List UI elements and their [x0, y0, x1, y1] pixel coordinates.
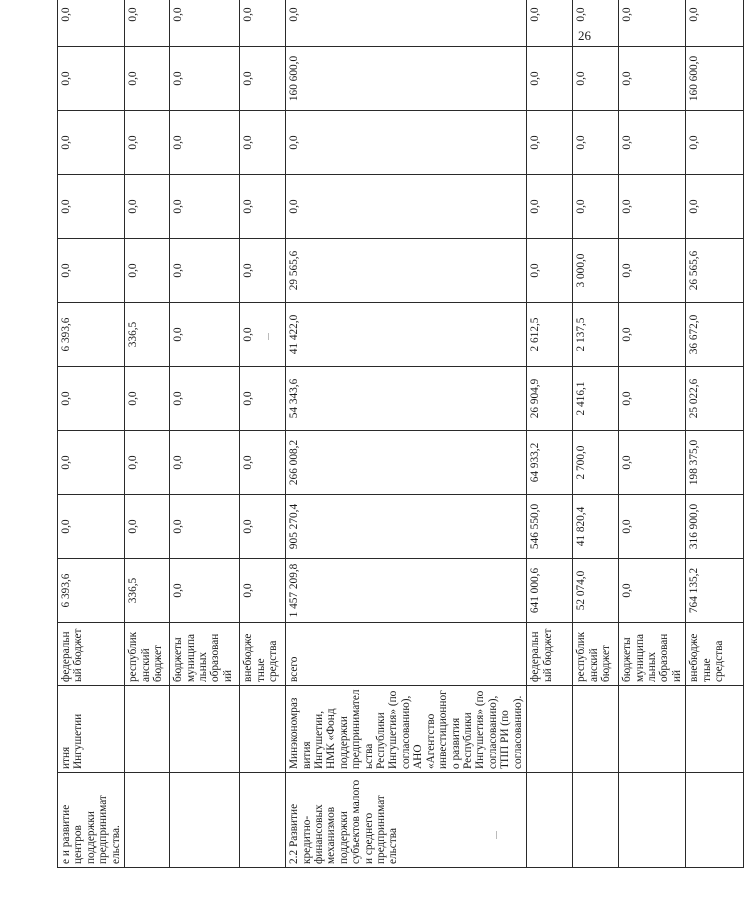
value-cell: 0,0	[686, 175, 744, 239]
executor-cell: итня Ингушетии	[58, 686, 125, 773]
value-cell: 0,0	[170, 111, 240, 175]
rotated-table-wrapper	[57, 7, 726, 868]
value-cell: 0,0	[170, 0, 240, 47]
value-cell: 0,0	[240, 111, 286, 175]
value-cell: 0,0	[240, 0, 286, 47]
value-cell: 0,0	[686, 111, 744, 175]
value-cell: 0,0	[125, 367, 170, 431]
value-cell: 546 550,0	[527, 495, 573, 559]
value-cell: 0,0	[58, 175, 125, 239]
value-cell: 52 074,0	[573, 559, 619, 623]
value-cell: 0,0	[619, 559, 686, 623]
value-cell: 0,0	[286, 175, 527, 239]
value-cell: 0,0	[286, 0, 527, 47]
activity-cell	[573, 773, 619, 868]
funding-source-cell: всего	[286, 623, 527, 686]
value-cell: 0,0	[240, 303, 286, 367]
value-cell: 0,0	[170, 239, 240, 303]
value-cell: 0,0	[527, 0, 573, 47]
value-cell: 764 135,2	[686, 559, 744, 623]
value-cell: 0,0	[240, 495, 286, 559]
funding-source-cell: федеральн ый бюджет	[527, 623, 573, 686]
value-cell: 0,0	[170, 559, 240, 623]
value-cell: 0,0	[686, 0, 744, 47]
value-cell: 905 270,4	[286, 495, 527, 559]
table-row	[58, 0, 125, 868]
value-cell: 0,0	[125, 239, 170, 303]
activity-cell	[619, 773, 686, 868]
value-cell: 2 612,5	[527, 303, 573, 367]
value-cell: 0,0	[573, 47, 619, 111]
value-cell: 1 457 209,8	[286, 559, 527, 623]
funding-source-cell: республик анский бюджет	[573, 623, 619, 686]
value-cell: 0,0	[240, 175, 286, 239]
table-row	[619, 0, 686, 868]
value-cell: 0,0	[58, 47, 125, 111]
value-cell: 0,0	[125, 0, 170, 47]
value-cell: 0,0	[619, 175, 686, 239]
value-cell: 0,0	[170, 367, 240, 431]
value-cell: 0,0	[125, 495, 170, 559]
value-cell: 0,0	[619, 495, 686, 559]
value-cell: 0,0	[170, 47, 240, 111]
activity-cell	[240, 773, 286, 868]
funding-source-cell: внебюдже тные средства	[686, 623, 744, 686]
value-cell: 0,0	[527, 239, 573, 303]
value-cell: 0,0	[170, 495, 240, 559]
value-cell: 54 343,6	[286, 367, 527, 431]
activity-cell	[125, 773, 170, 868]
funding-source-cell: республик анский бюджет	[125, 623, 170, 686]
value-cell: 0,0	[619, 431, 686, 495]
table-row	[286, 0, 527, 868]
value-cell: 3 000,0	[573, 239, 619, 303]
value-cell: 0,0	[619, 239, 686, 303]
funding-source-cell: бюджеты муниципа льных образован ий	[619, 623, 686, 686]
value-cell: 0,0	[240, 367, 286, 431]
executor-cell	[125, 686, 170, 773]
table-row	[527, 0, 573, 868]
activity-cell: 2.2 Развитие кредитно- финансовых механизмов поддержки субъектов малого и среднего предпринимат ельства	[286, 773, 527, 868]
executor-cell	[170, 686, 240, 773]
funding-source-cell: федеральн ый бюджет	[58, 623, 125, 686]
value-cell: 0,0	[240, 239, 286, 303]
activity-cell	[527, 773, 573, 868]
value-cell: 316 900,0	[686, 495, 744, 559]
value-cell: 6 393,6	[58, 303, 125, 367]
value-cell: 0,0	[170, 431, 240, 495]
value-cell: 160 600,0	[286, 47, 527, 111]
value-cell: 0,0	[619, 303, 686, 367]
value-cell: 0,0	[619, 111, 686, 175]
value-cell: 0,0	[573, 111, 619, 175]
value-cell: 0,0	[58, 111, 125, 175]
value-cell: 0,0	[527, 47, 573, 111]
page-number: 26	[578, 28, 591, 43]
funding-source-cell: бюджеты муниципа льных образован ий	[170, 623, 240, 686]
activity-cell	[170, 773, 240, 868]
funding-source-cell: внебюдже тные средства	[240, 623, 286, 686]
activity-cell: е и развитие центров поддержки предпринимат ельства.	[58, 773, 125, 868]
value-cell: 41 820,4	[573, 495, 619, 559]
table-row	[125, 0, 170, 868]
value-cell: 0,0	[125, 47, 170, 111]
value-cell: 0,0	[286, 111, 527, 175]
value-cell: 0,0	[240, 47, 286, 111]
executor-cell	[527, 686, 573, 773]
executor-cell: Минэкономраз вития Ингушетии, НМК «Фонд поддержки предпринимател ьства Республики Ингушетия» (по согласованию), АНО «Агентство инвестиционног о развития Республики Ингушетия» (по согласованию), ТПП РИ (по согласованию).	[286, 686, 527, 773]
value-cell: 2 700,0	[573, 431, 619, 495]
value-cell: 336,5	[125, 559, 170, 623]
value-cell: 0,0	[170, 303, 240, 367]
value-cell: 6 393,6	[58, 559, 125, 623]
value-cell: 0,0	[58, 367, 125, 431]
value-cell: 641 000,6	[527, 559, 573, 623]
value-cell: 26 565,6	[686, 239, 744, 303]
executor-cell	[573, 686, 619, 773]
table-row	[240, 0, 286, 868]
value-cell: 41 422,0	[286, 303, 527, 367]
value-cell: 0,0	[240, 559, 286, 623]
value-cell: 0,0	[125, 431, 170, 495]
value-cell: 0,0	[240, 431, 286, 495]
value-cell: 0,0	[619, 367, 686, 431]
executor-cell	[686, 686, 744, 773]
value-cell: 36 672,0	[686, 303, 744, 367]
value-cell: 0,0	[58, 239, 125, 303]
value-cell: 0,0	[170, 175, 240, 239]
value-cell: 0,0	[619, 47, 686, 111]
value-cell: 2 137,5	[573, 303, 619, 367]
value-cell: 198 375,0	[686, 431, 744, 495]
value-cell: 2 416,1	[573, 367, 619, 431]
value-cell: 0,0	[125, 175, 170, 239]
value-cell: 0,0	[573, 175, 619, 239]
value-cell: 0,0	[58, 495, 125, 559]
value-cell: 0,0	[573, 0, 619, 47]
value-cell: 0,0	[58, 0, 125, 47]
executor-cell	[240, 686, 286, 773]
financing-table	[57, 0, 744, 868]
value-cell: 26 904,9	[527, 367, 573, 431]
value-cell: 266 008,2	[286, 431, 527, 495]
value-cell: 25 022,6	[686, 367, 744, 431]
value-cell: 0,0	[125, 111, 170, 175]
table-row	[573, 0, 619, 868]
value-cell: 64 933,2	[527, 431, 573, 495]
executor-cell	[619, 686, 686, 773]
activity-cell	[686, 773, 744, 868]
table-row	[686, 0, 744, 868]
value-cell: 0,0	[527, 175, 573, 239]
value-cell: 29 565,6	[286, 239, 527, 303]
value-cell: 160 600,0	[686, 47, 744, 111]
value-cell: 336,5	[125, 303, 170, 367]
value-cell: 0,0	[619, 0, 686, 47]
value-cell: 0,0	[527, 111, 573, 175]
value-cell: 0,0	[58, 431, 125, 495]
table-row	[170, 0, 240, 868]
